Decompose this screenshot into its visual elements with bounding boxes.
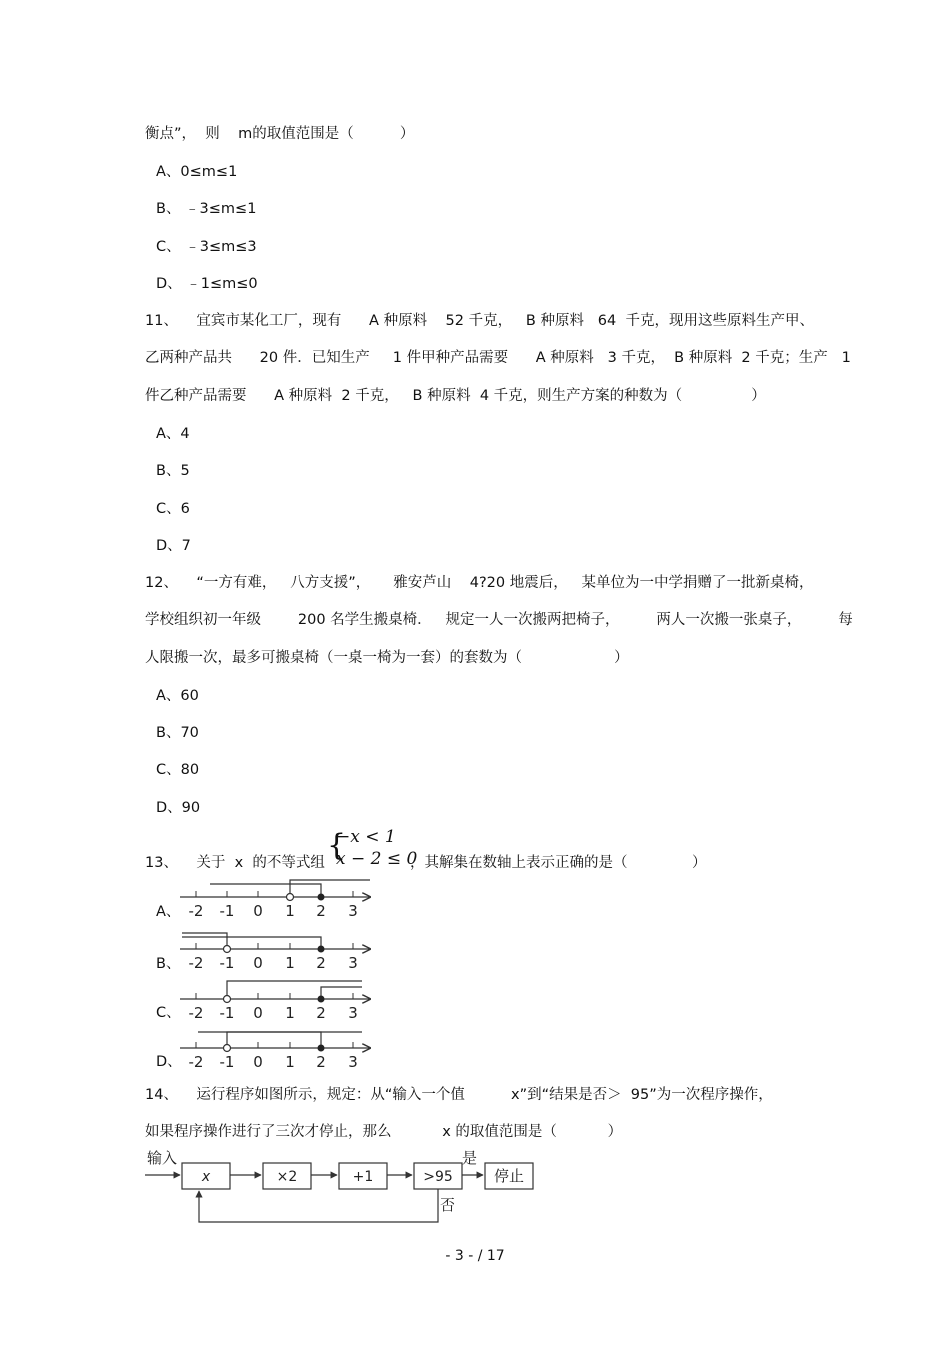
q11-line-1: 11、 宜宾市某化工厂，现有 A 种原料 52 千克， B 种原料 64 千克，现用这些原料生产甲、 bbox=[145, 313, 814, 329]
tick-label: 1 bbox=[285, 1004, 295, 1022]
tick-label: 1 bbox=[285, 902, 295, 920]
tick-label: -2 bbox=[188, 1004, 204, 1022]
q13-option-d-label: D、 bbox=[156, 1054, 182, 1070]
q14-line-1: 14、 运行程序如图所示，规定：从“输入一个值 x”到“结果是否＞ 95”为一次程序操作， bbox=[145, 1087, 773, 1103]
q11-line-3: 件乙种产品需要 A 种原料 2 千克， B 种原料 4 千克，则生产方案的种数为（ ） bbox=[145, 388, 766, 404]
tick-label: 0 bbox=[253, 1053, 263, 1071]
q13-option-c-label: C、 bbox=[156, 1005, 181, 1021]
tick-label: 1 bbox=[285, 954, 295, 972]
tick-label: -1 bbox=[219, 1004, 235, 1022]
system-brace: { bbox=[327, 828, 347, 863]
q11-option-d: D、7 bbox=[156, 538, 191, 554]
q10-text: 衡点”， 则 m的取值范围是（ ） bbox=[145, 126, 415, 142]
q13-suffix: ，其解集在数轴上表示正确的是（ ） bbox=[410, 855, 707, 871]
tick-label: 2 bbox=[316, 1053, 326, 1071]
tick-label: 3 bbox=[348, 954, 358, 972]
tick-label: 2 bbox=[316, 902, 326, 920]
q10-option-a: A、0≤m≤1 bbox=[156, 164, 238, 180]
q12-option-c: C、80 bbox=[156, 762, 200, 778]
q12-line-3: 人限搬一次，最多可搬桌椅（一桌一椅为一套）的套数为（ ） bbox=[145, 650, 629, 666]
tick-label: 3 bbox=[348, 1053, 358, 1071]
q12-line-2: 学校组织初一年级 200 名学生搬桌椅． 规定一人一次搬两把椅子， 两人一次搬一张桌子， 每 bbox=[145, 612, 853, 628]
flow-box-stop-text: 停止 bbox=[493, 1167, 525, 1185]
q13-system-line-1: −x < 1 bbox=[336, 827, 396, 847]
tick-label: 0 bbox=[253, 902, 263, 920]
tick-label: 3 bbox=[348, 1004, 358, 1022]
flow-yes-label: 是 bbox=[462, 1149, 478, 1167]
flow-box-times2-text: ×2 bbox=[276, 1169, 298, 1185]
q13-prefix: 13、 关于 x 的不等式组 bbox=[145, 855, 325, 871]
q10-option-b: B、 ﹣3≤m≤1 bbox=[156, 201, 257, 217]
tick-label: -1 bbox=[219, 1053, 235, 1071]
tick-label: 2 bbox=[316, 1004, 326, 1022]
q13-system-line-2: x − 2 ≤ 0 bbox=[336, 849, 418, 869]
tick-label: -1 bbox=[219, 954, 235, 972]
q12-option-d: D、90 bbox=[156, 800, 201, 816]
tick-label: 0 bbox=[253, 1004, 263, 1022]
tick-label: 3 bbox=[348, 902, 358, 920]
flow-input-label: 输入 bbox=[147, 1149, 178, 1167]
flow-box-compare-text: >95 bbox=[423, 1169, 453, 1185]
q11-line-2: 乙两种产品共 20 件．已知生产 1 件甲种产品需要 A 种原料 3 千克， B 种原料 2 千克；生产 1 bbox=[145, 350, 851, 366]
q10-option-c: C、 ﹣3≤m≤3 bbox=[156, 239, 257, 255]
q11-option-c: C、6 bbox=[156, 501, 190, 517]
flow-box-x-text: x bbox=[201, 1169, 211, 1185]
flow-no-label: 否 bbox=[440, 1196, 456, 1214]
tick-label: -2 bbox=[188, 1053, 204, 1071]
tick-label: 0 bbox=[253, 954, 263, 972]
tick-label: -2 bbox=[188, 954, 204, 972]
tick-label: 2 bbox=[316, 954, 326, 972]
q14-line-2: 如果程序操作进行了三次才停止，那么 x 的取值范围是（ ） bbox=[145, 1124, 623, 1140]
q12-option-b: B、70 bbox=[156, 725, 199, 741]
q10-option-d: D、 ﹣1≤m≤0 bbox=[156, 276, 258, 292]
q11-option-b: B、5 bbox=[156, 463, 190, 479]
flow-box-plus1-text: +1 bbox=[352, 1169, 374, 1185]
page-number: - 3 - / 17 bbox=[445, 1248, 505, 1264]
q13-option-b-label: B、 bbox=[156, 956, 181, 972]
tick-label: -1 bbox=[219, 902, 235, 920]
q12-line-1: 12、 “一方有难， 八方支援”， 雅安芦山 4?20 地震后， 某单位为一中学捐赠了一批新桌椅， bbox=[145, 575, 814, 591]
q13-option-a-label: A、 bbox=[156, 904, 181, 920]
q11-option-a: A、4 bbox=[156, 426, 190, 442]
tick-label: 1 bbox=[285, 1053, 295, 1071]
tick-label: -2 bbox=[188, 902, 204, 920]
q12-option-a: A、60 bbox=[156, 688, 199, 704]
